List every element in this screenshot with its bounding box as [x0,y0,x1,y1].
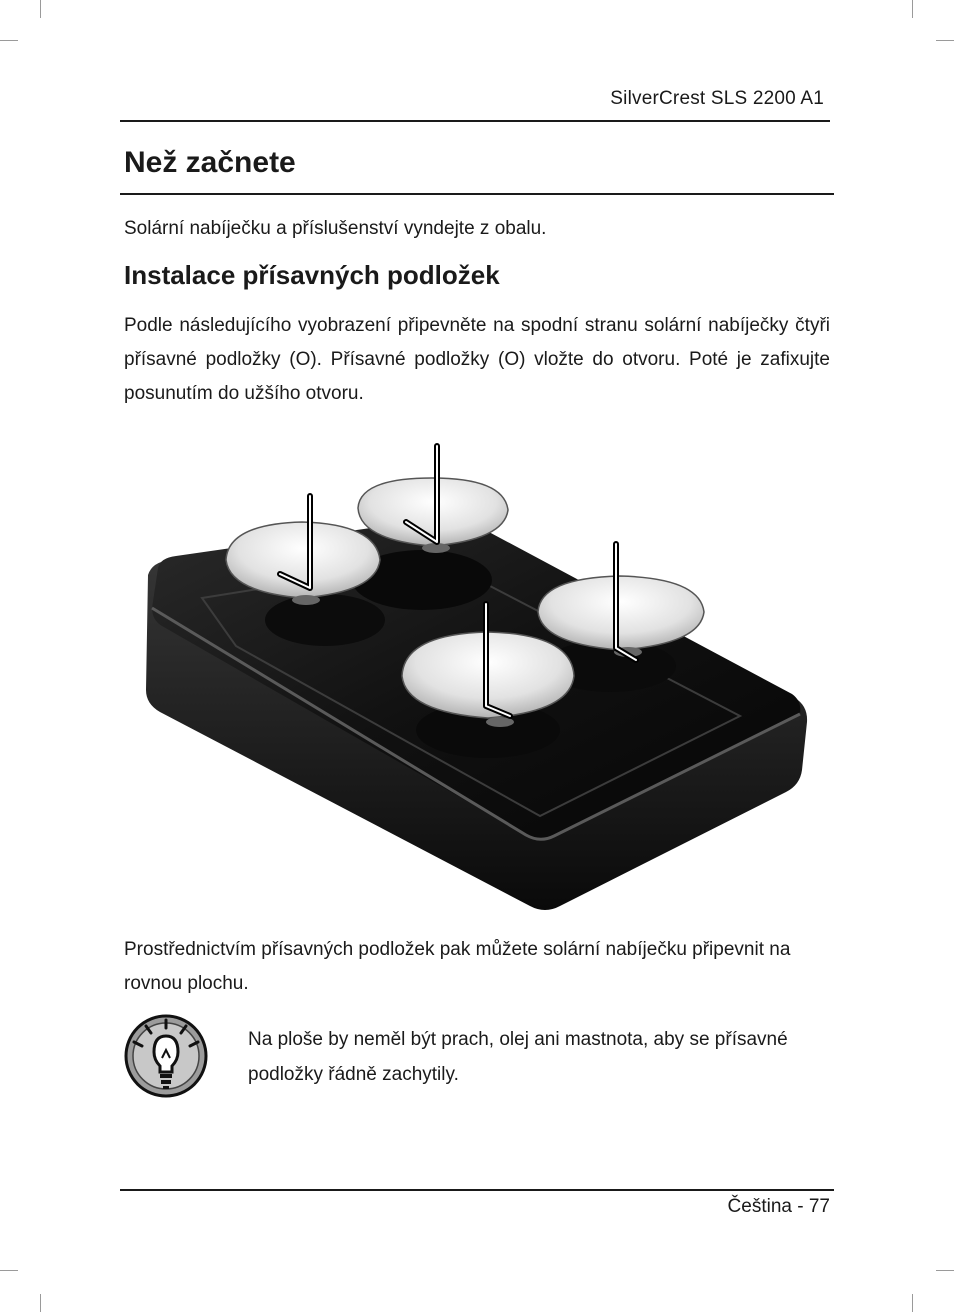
crop-mark [0,40,18,41]
mounting-paragraph: Prostřednictvím přísavných podložek pak můžete solární nabíječku připevnit na rovnou plochu. [124,939,791,994]
section-title: Než začnete [124,146,296,179]
crop-mark [912,0,913,18]
lightbulb-icon [124,1014,208,1098]
crop-mark [912,1294,913,1312]
header-rule [120,120,830,122]
instruction-paragraph: Podle následujícího vyobrazení připevněte na spodní stranu solární nabíječky čtyři přísavné podložky (O). Přísavné podložky (O) vložte do otvoru. Poté je zafixujte posunutím do užšího otvoru. [124,315,830,404]
crop-mark [0,1270,18,1271]
footer-rule [120,1189,834,1191]
subsection-title: Instalace přísavných podložek [124,260,500,290]
tip-text: Na ploše by neměl být prach, olej ani mastnota, aby se přísavné podložky řádně zachytily. [248,1029,788,1085]
running-header: SilverCrest SLS 2200 A1 [610,88,824,109]
suction-cup-illustration [140,440,820,920]
crop-mark [936,40,954,41]
title-rule [120,193,834,195]
crop-mark [936,1270,954,1271]
intro-paragraph: Solární nabíječku a příslušenství vyndejte z obalu. [124,218,547,239]
crop-mark [40,0,41,18]
crop-mark [40,1294,41,1312]
page-number: Čeština - 77 [727,1196,830,1217]
